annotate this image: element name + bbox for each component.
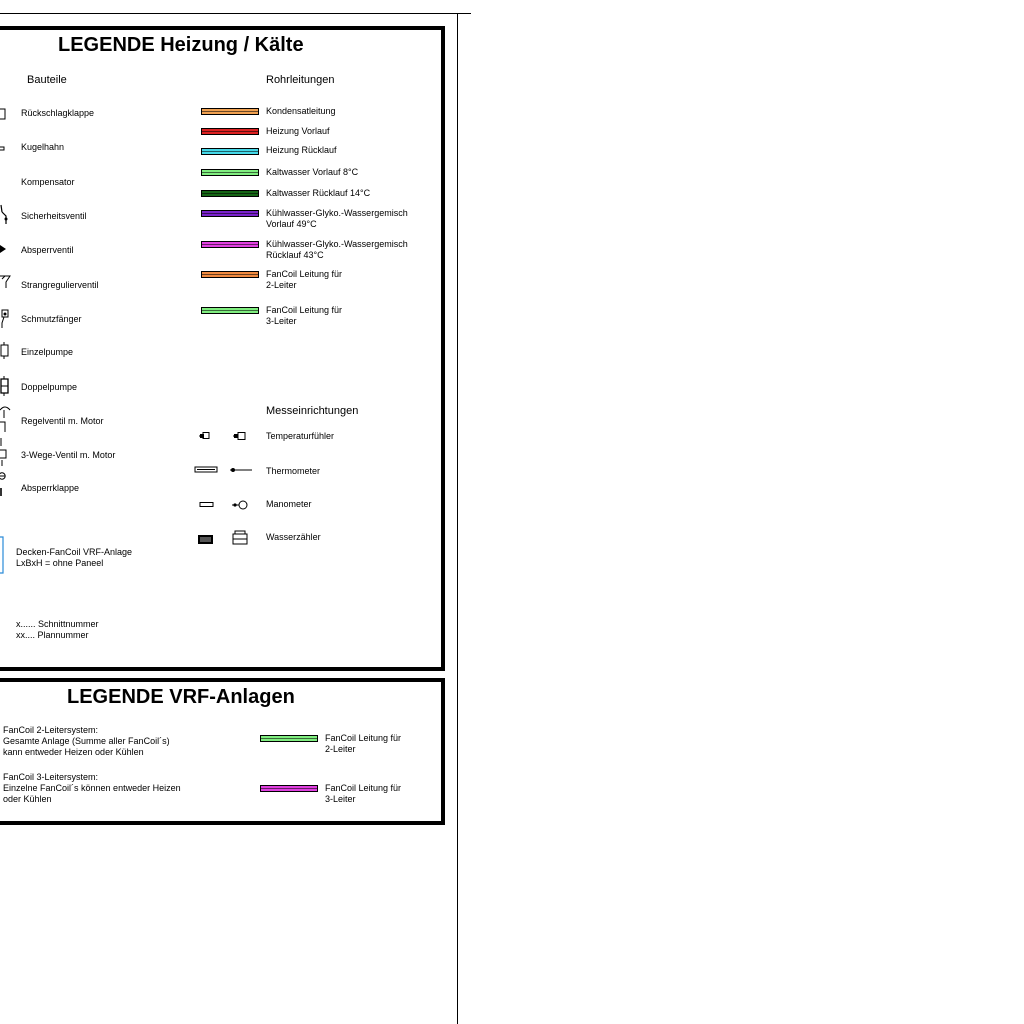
pipe-line-condensate — [201, 108, 259, 115]
sheet-border-line — [457, 13, 458, 1024]
pipe-label: FanCoil Leitung für 3-Leiter — [266, 305, 343, 326]
safety-valve-icon — [0, 204, 8, 226]
pipe-label: Heizung Rücklauf — [266, 145, 337, 155]
component-label: 3-Wege-Ventil m. Motor — [21, 450, 116, 460]
pipe-line-heating-supply — [201, 128, 259, 135]
fancoil-label: Decken-FanCoil VRF-Anlage LxBxH = ohne Paneel — [16, 547, 133, 568]
legend-heating-title: LEGENDE Heizung / Kälte — [58, 34, 304, 56]
pipe-label: Kaltwasser Vorlauf 8°C — [266, 167, 359, 177]
double-pump-icon — [0, 376, 10, 396]
manometer-icon — [199, 499, 249, 511]
top-border-line — [0, 13, 471, 14]
pipes-heading: Rohrleitungen — [266, 74, 335, 86]
temperature-sensor-icon — [198, 431, 248, 441]
water-meter-icon — [197, 530, 251, 546]
measure-label: Wasserzähler — [266, 532, 321, 542]
pipe-line-heating-return — [201, 148, 259, 155]
motor-control-valve-icon — [0, 404, 12, 434]
component-label: Schmutzfänger — [21, 314, 82, 324]
component-label: Einzelpumpe — [21, 347, 74, 357]
component-label: Kompensator — [21, 177, 75, 187]
component-label: Sicherheitsventil — [21, 211, 87, 221]
measure-label: Manometer — [266, 499, 312, 509]
vrf-system-3-description: FanCoil 3-Leitersystem: Einzelne FanCoil´s können entweder Heizen oder Kühlen — [3, 772, 181, 804]
vrf-pipe-label-3: FanCoil Leitung für 3-Leiter — [325, 783, 402, 804]
vrf-pipe-line-3 — [260, 785, 318, 792]
vrf-pipe-label-2: FanCoil Leitung für 2-Leiter — [325, 733, 402, 754]
butterfly-valve-icon — [0, 470, 10, 500]
strainer-icon — [0, 309, 10, 329]
footnotes: x...... Schnittnummer xx.... Plannummer — [16, 619, 99, 640]
pipe-label: Kühlwasser-Glyko.-Wassergemisch Rücklauf 43°C — [266, 239, 408, 260]
vrf-pipe-line-2 — [260, 735, 318, 742]
component-label: Absperrklappe — [21, 483, 80, 493]
pipe-label: Kondensatleitung — [266, 106, 336, 116]
component-label: Doppelpumpe — [21, 382, 78, 392]
pipe-line-glycol-return — [201, 241, 259, 248]
pipe-label: Kaltwasser Rücklauf 14°C — [266, 188, 371, 198]
fancoil-icon — [0, 536, 6, 574]
pipe-label: Kühlwasser-Glyko.-Wassergemisch Vorlauf 49°C — [266, 208, 408, 229]
component-label: Rückschlagklappe — [21, 108, 95, 118]
shutoff-valve-icon — [0, 244, 8, 254]
single-pump-icon — [0, 342, 10, 360]
pipe-line-coldwater-return — [201, 190, 259, 197]
pipe-line-glycol-supply — [201, 210, 259, 217]
pipe-label: FanCoil Leitung für 2-Leiter — [266, 269, 343, 290]
check-valve-icon — [0, 107, 8, 121]
component-label: Strangregulierventil — [21, 280, 99, 290]
pipe-line-coldwater-supply — [201, 169, 259, 176]
pipe-label: Heizung Vorlauf — [266, 126, 330, 136]
component-label: Absperrventil — [21, 245, 74, 255]
pipe-line-fancoil-2 — [201, 271, 259, 278]
measure-heading: Messeinrichtungen — [266, 405, 359, 417]
vrf-system-2-description: FanCoil 2-Leitersystem: Gesamte Anlage (Summe aller FanCoil´s) kann entweder Heizen oder Kühlen — [3, 725, 170, 757]
balancing-valve-icon — [0, 273, 12, 291]
ball-valve-icon — [0, 141, 6, 151]
components-heading: Bauteile — [27, 74, 67, 86]
pipe-line-fancoil-3 — [201, 307, 259, 314]
legend-vrf-title: LEGENDE VRF-Anlagen — [67, 686, 295, 708]
thermometer-icon — [194, 465, 254, 475]
component-label: Kugelhahn — [21, 142, 65, 152]
three-way-valve-icon — [0, 438, 10, 468]
measure-label: Thermometer — [266, 466, 321, 476]
component-label: Regelventil m. Motor — [21, 416, 104, 426]
measure-label: Temperaturfühler — [266, 431, 335, 441]
